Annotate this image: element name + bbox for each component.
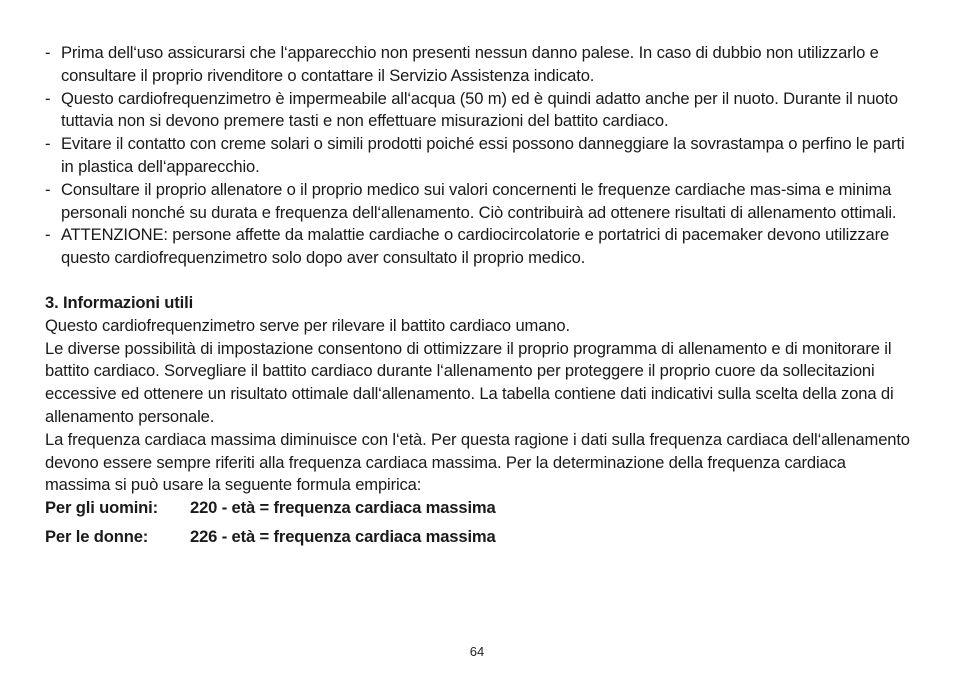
bullet-dash: -	[45, 43, 51, 62]
section-paragraph: Questo cardiofrequenzimetro serve per rilevare il battito cardiaco umano.	[45, 315, 570, 335]
bullet-item	[45, 133, 915, 179]
bullet-dash: -	[45, 134, 51, 154]
formula-label: Per gli uomini:	[45, 498, 158, 518]
bullet-item	[45, 42, 915, 88]
formula-label: Per le donne:	[45, 526, 149, 546]
section-paragraph: La frequenza cardiaca massima diminuisce con l‘età. Per questa ragione i dati sulla frequenza cardiaca dell‘allenamento devono essere sempre riferiti alla frequenza cardiaca massima. Per la determinazione della frequenza cardiaca massima si può usare la seguente formula empirica:	[45, 429, 910, 495]
formula-row-women	[45, 526, 915, 549]
bullet-text: Evitare il contatto con creme solari o simili prodotti poiché essi possono danneggiare la sovrastampa o perfino le parti in plastica dell‘apparecchio.	[61, 134, 905, 176]
bullet-dash: -	[45, 225, 51, 245]
formula-text: 226 - età = frequenza cardiaca massima	[190, 526, 496, 546]
bullet-dash: -	[45, 179, 51, 199]
section-heading: 3. Informazioni utili	[45, 292, 194, 312]
bullet-item	[45, 179, 915, 225]
bullet-text: ATTENZIONE: persone affette da malattie cardiache o cardiocircolatorie e portatrici di pacemaker devono utilizzare questo cardiofrequenzimetro solo dopo aver consultato il proprio medico.	[61, 225, 890, 268]
bullet-text: Prima dell‘uso assicurarsi che l‘apparecchio non presenti nessun danno palese. In caso di dubbio non utilizzarlo e consultare il proprio rivenditore o contattare il Servizio Assistenza indicato.	[61, 43, 879, 85]
document-page	[45, 42, 915, 549]
bullet-item	[45, 224, 915, 270]
bullet-text: Questo cardiofrequenzimetro è impermeabile all‘acqua (50 m) ed è quindi adatto anche per il nuoto. Durante il nuoto tuttavia non si devono premere tasti e non effettuare misurazioni del battito cardiaco.	[61, 88, 898, 131]
bullet-item	[45, 88, 915, 134]
formula-text: 220 - età = frequenza cardiaca massima	[190, 498, 496, 518]
bullet-text: Consultare il proprio allenatore o il proprio medico sui valori concernenti le frequenze cardiache mas-sima e minima personali nonché su durata e frequenza dell‘allenamento. Ciò contribuirà ad ottenere risultati di allenamento ottimali.	[61, 179, 897, 222]
safety-bullet-list	[45, 42, 915, 270]
section-paragraph: Le diverse possibilità di impostazione consentono di ottimizzare il proprio programma di allenamento e di monitorare il battito cardiaco. Sorvegliare il battito cardiaco durante l‘allenamento per proteggere il proprio cuore da sollecitazioni eccessive ed ottenere un risultato ottimale dall‘allenamento. La tabella contiene dati indicativi sulla scelta della zona di allenamento personale.	[45, 338, 894, 426]
page-number: 64	[469, 644, 485, 659]
formula-row-men	[45, 497, 915, 520]
bullet-dash: -	[45, 88, 51, 108]
